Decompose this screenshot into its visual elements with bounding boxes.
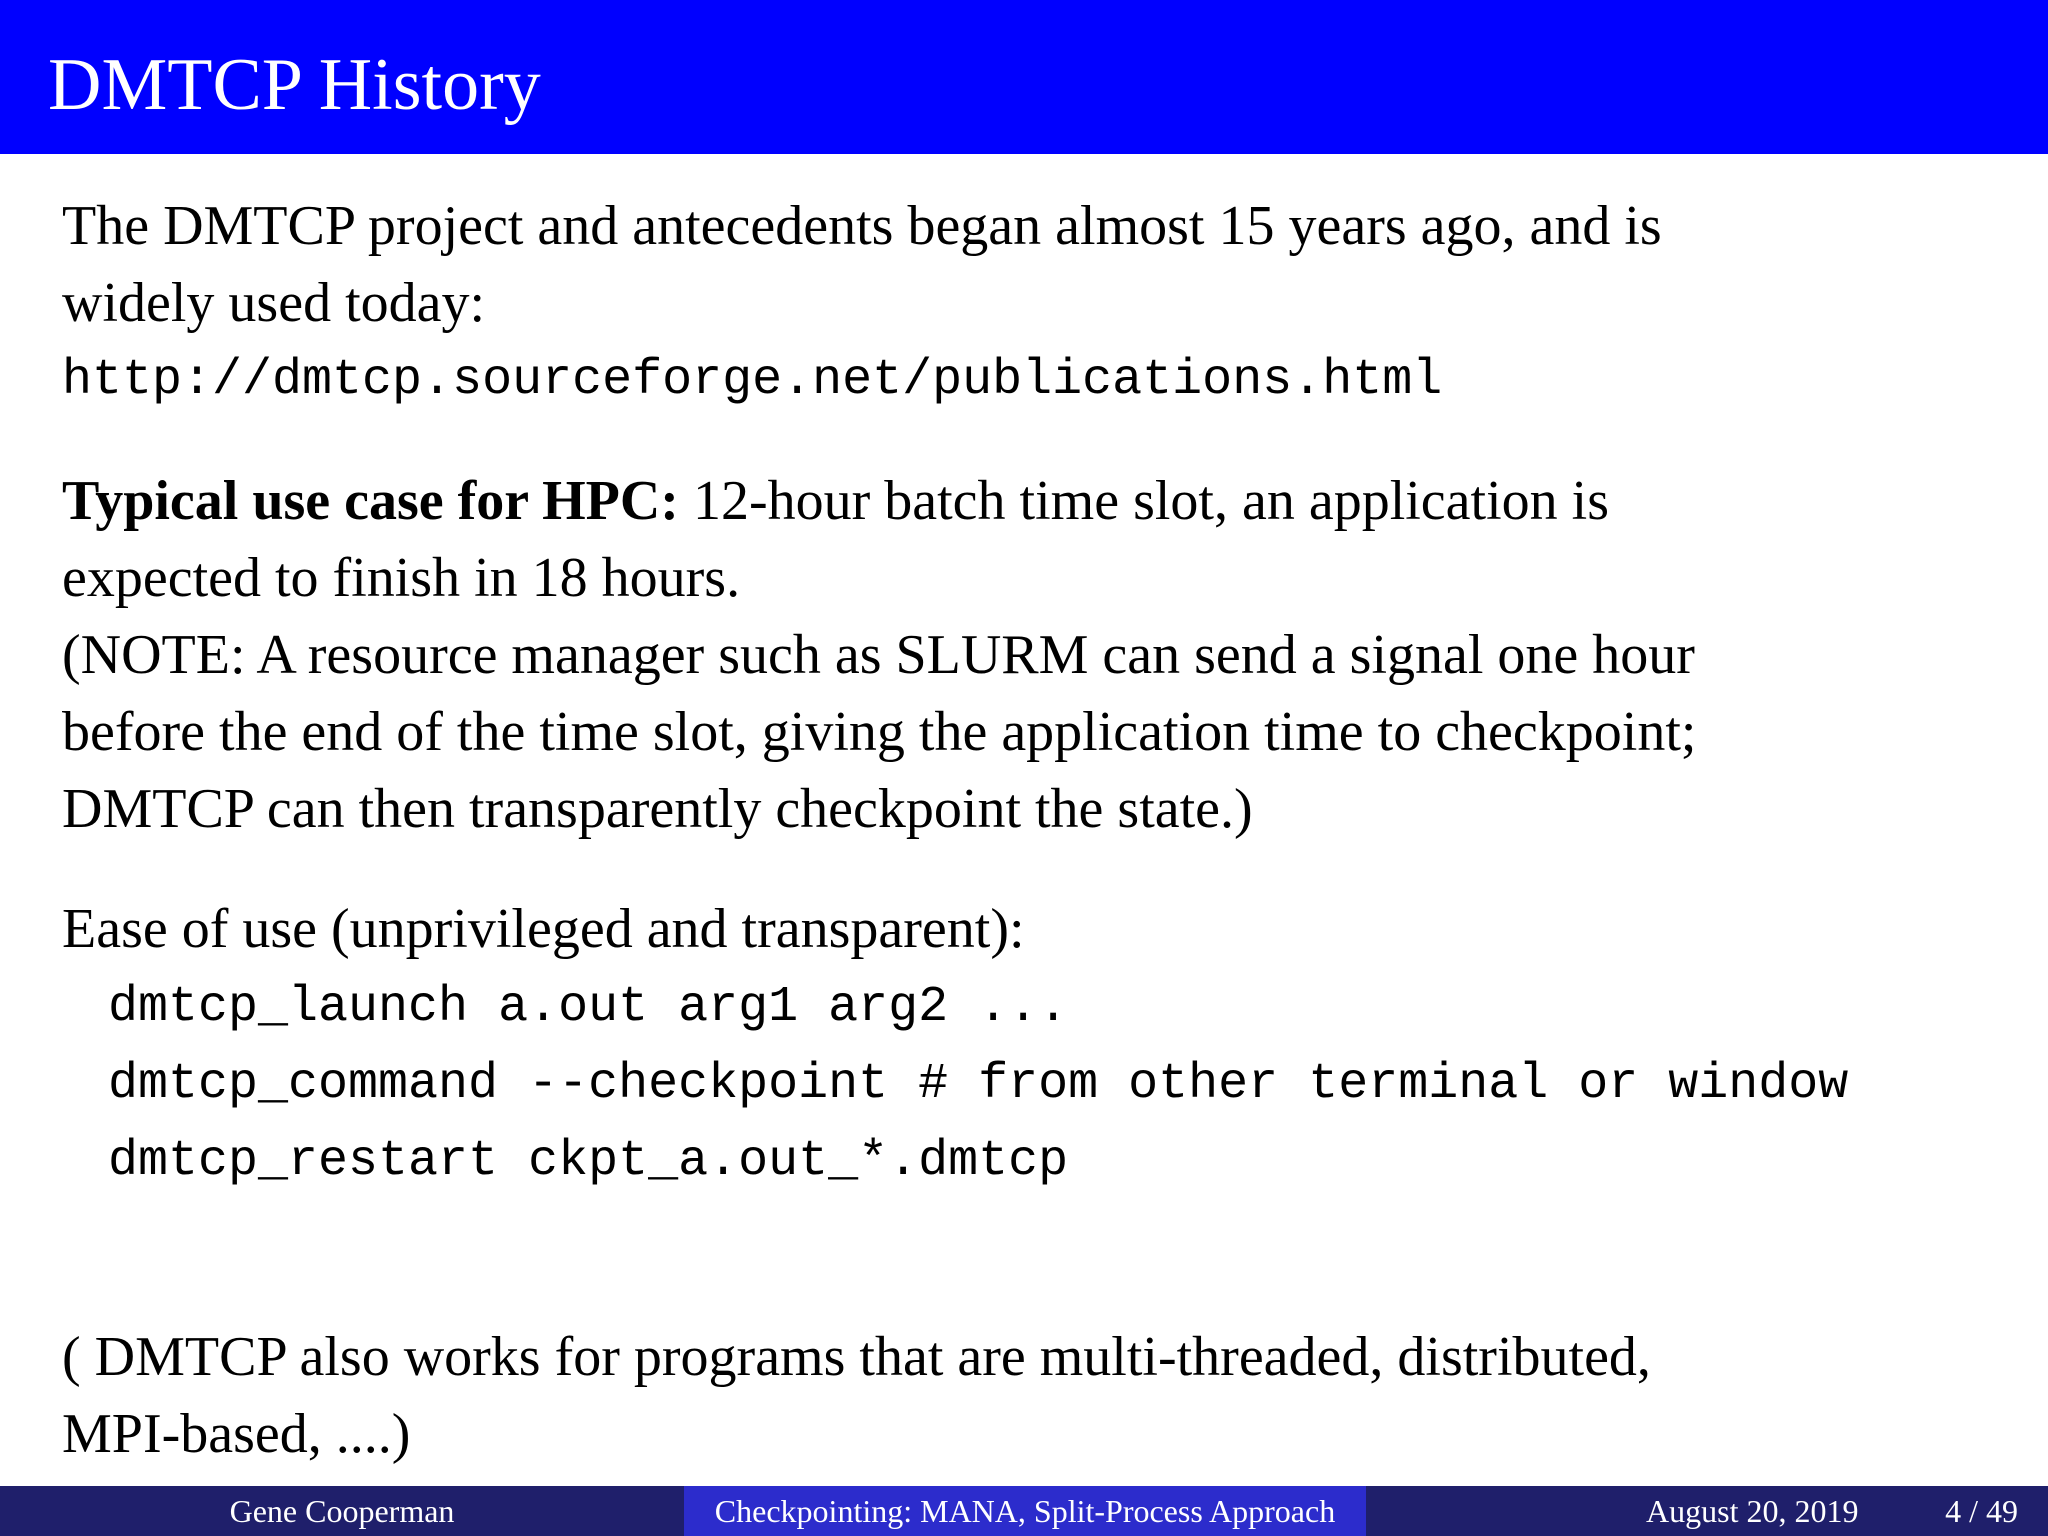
- closing-line-2: MPI-based, ....): [62, 1403, 411, 1465]
- footer-date: August 20, 2019: [1646, 1493, 1859, 1529]
- publications-url: http://dmtcp.sourceforge.net/publications.html: [62, 352, 1443, 409]
- command-launch: dmtcp_launch a.out arg1 arg2 ...: [108, 979, 1069, 1036]
- slide-title: DMTCP History: [48, 44, 541, 126]
- closing-line-1: ( DMTCP also works for programs that are multi-threaded, distributed,: [62, 1326, 1651, 1388]
- note-line-3: DMTCP can then transparently checkpoint the state.): [62, 778, 1253, 840]
- footer-author: Gene Cooperman: [0, 1486, 684, 1536]
- footer-right-panel: [1366, 1486, 2048, 1536]
- ease-heading: Ease of use (unprivileged and transparent):: [62, 898, 1025, 960]
- command-checkpoint: dmtcp_command --checkpoint # from other terminal or window: [108, 1056, 1849, 1113]
- note-line-1: (NOTE: A resource manager such as SLURM can send a signal one hour: [62, 624, 1695, 686]
- use-case-text: 12-hour batch time slot, an application is: [678, 470, 1609, 532]
- use-case-line-2: expected to finish in 18 hours.: [62, 547, 741, 609]
- footer-talk-title: Checkpointing: MANA, Split-Process Approach: [684, 1486, 1366, 1536]
- note-line-2: before the end of the time slot, giving the application time to checkpoint;: [62, 701, 1697, 763]
- use-case-line-1: [62, 466, 1609, 536]
- intro-line-1: The DMTCP project and antecedents began almost 15 years ago, and is: [62, 195, 1662, 257]
- footer-bar: [0, 1486, 2048, 1536]
- title-bar: [0, 0, 2048, 154]
- footer-page-number: 4 / 49: [1945, 1493, 2018, 1529]
- intro-line-2: widely used today:: [62, 272, 486, 334]
- use-case-label: Typical use case for HPC:: [62, 470, 679, 532]
- command-restart: dmtcp_restart ckpt_a.out_*.dmtcp: [108, 1133, 1069, 1190]
